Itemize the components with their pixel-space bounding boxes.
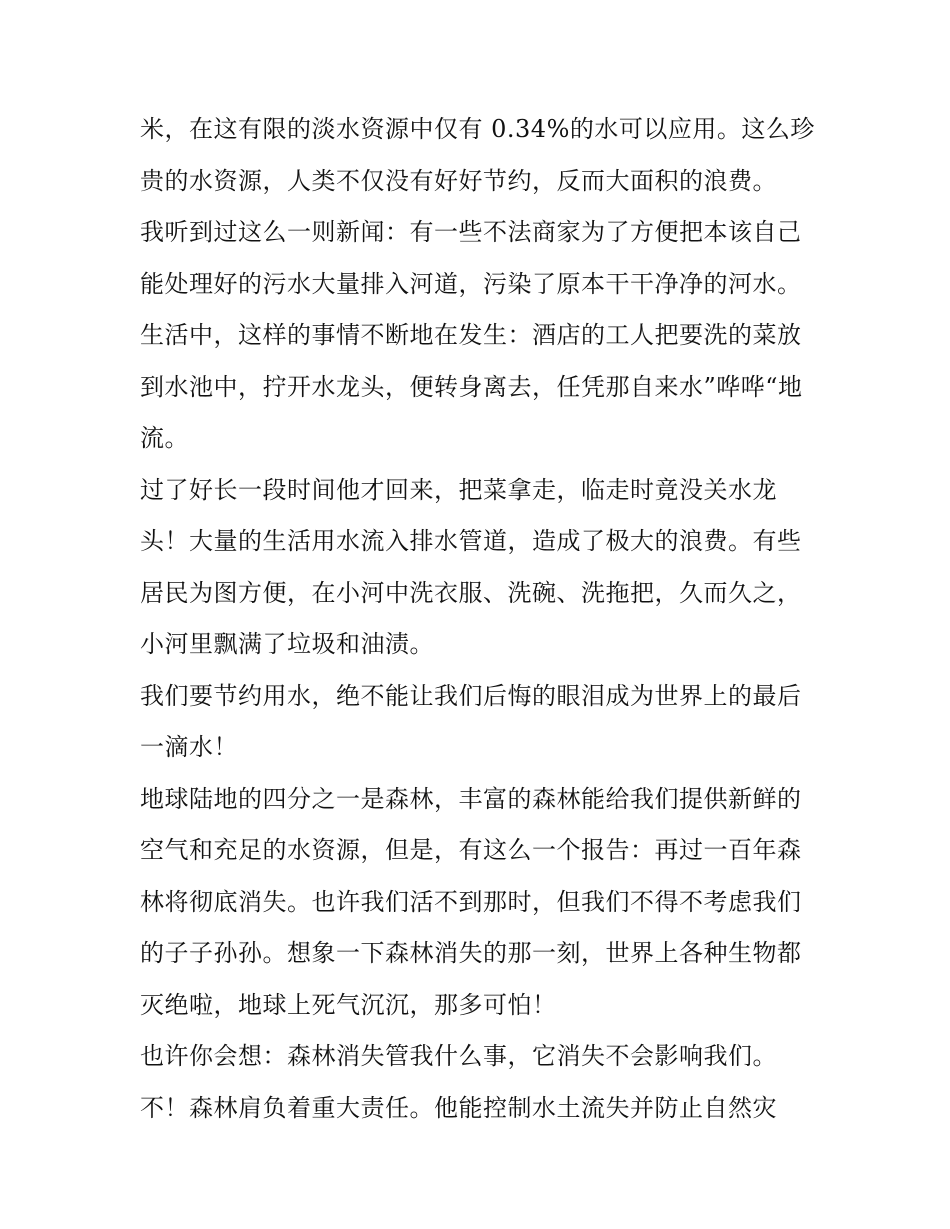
text-line: 也许你会想：森林消失管我什么事，它消失不会影响我们。: [140, 1042, 777, 1070]
text-line: 贵的水资源，人类不仅没有好好节约，反而大面积的浪费。: [140, 166, 777, 195]
text-line: 流。: [140, 424, 189, 452]
text-line: 过了好长一段时间他才回来，把菜拿走，临走时竟没关水龙: [140, 475, 777, 504]
text-line: 空气和充足的水资源，但是，有这么一个报告：再过一百年森: [140, 836, 802, 864]
text-line: 灭绝啦，地球上死气沉沉，那多可怕！: [140, 990, 557, 1019]
text-line: 到水池中，拧开水龙头，便转身离去，任凭那自来水”哗哗“地: [140, 372, 803, 401]
text-line: 居民为图方便，在小河中洗衣服、洗碗、洗拖把，久而久之，: [140, 578, 802, 607]
text-line: 的子子孙孙。想象一下森林消失的那一刻，世界上各种生物都: [140, 939, 802, 967]
text-line: 能处理好的污水大量排入河道，污染了原本干干净净的河水。: [140, 269, 802, 298]
essay-text: [140, 104, 820, 1134]
text-line: 生活中，这样的事情不断地在发生：酒店的工人把要洗的菜放: [140, 321, 802, 349]
text-line: 米，在这有限的淡水资源中仅有 0.34%的水可以应用。这么珍: [140, 115, 815, 143]
text-line: 我们要节约用水，绝不能让我们后悔的眼泪成为世界上的最后: [140, 681, 802, 710]
text-line: 头！大量的生活用水流入排水管道，造成了极大的浪费。有些: [140, 527, 802, 555]
text-line: 不！森林肩负着重大责任。他能控制水土流失并防止自然灾: [140, 1093, 777, 1122]
text-line: 一滴水！: [140, 733, 238, 761]
text-line: 林将彻底消失。也许我们活不到那时，但我们不得不考虑我们: [140, 887, 802, 916]
text-line: 地球陆地的四分之一是森林，丰富的森林能给我们提供新鲜的: [140, 784, 802, 813]
text-line: 小河里飘满了垃圾和油渍。: [140, 630, 434, 658]
text-line: 我听到过这么一则新闻：有一些不法商家为了方便把本该自己: [140, 218, 802, 246]
